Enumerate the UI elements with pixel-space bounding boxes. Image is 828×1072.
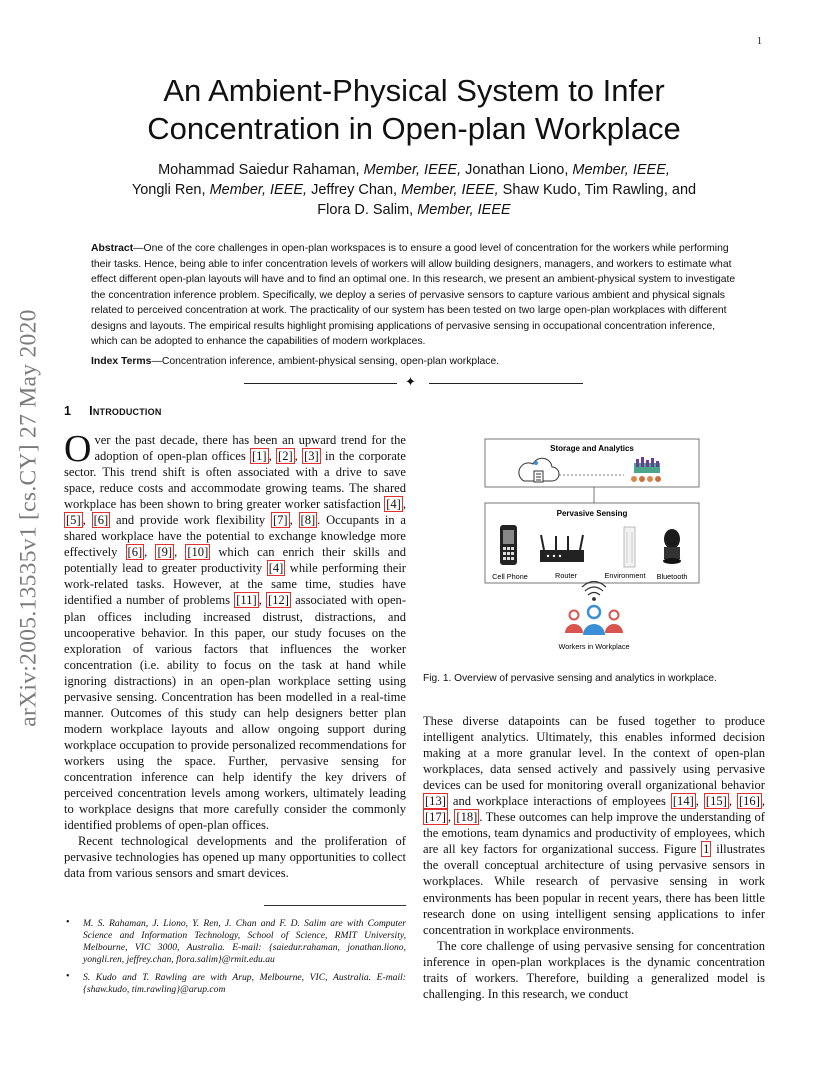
body-text: , [174, 545, 186, 560]
cell-phone-icon [500, 525, 517, 565]
footnote-item [64, 918, 406, 966]
author-name: Yongli Ren, [131, 182, 210, 198]
body-text: , [695, 794, 704, 809]
cloud-icon [519, 458, 559, 482]
affiliation-footnotes [64, 918, 406, 1003]
citation-link[interactable]: [16] [738, 794, 760, 809]
author-membership: Member, IEEE, [572, 162, 670, 178]
bullet-icon: • [66, 971, 70, 983]
signal-waves-icon [582, 582, 606, 601]
index-terms [91, 354, 737, 369]
device-label-router: Router [555, 571, 577, 580]
citation-link[interactable]: [9] [157, 545, 173, 560]
body-text: , [289, 513, 299, 528]
intro-paragraph-1 [64, 428, 406, 833]
device-label-cell-phone: Cell Phone [492, 572, 528, 581]
body-text: while performing their work-related tasks. However, at the same time, studies have identified a number of problems [64, 561, 406, 608]
body-text: and provide work flexibility [110, 513, 271, 528]
workers-icon [565, 606, 623, 635]
citation-link[interactable]: [12] [268, 593, 289, 608]
body-text: which can enrich their skills and potentially lead to greater productivity [64, 545, 406, 576]
author-membership: Member, IEEE, [401, 182, 499, 198]
body-text: and workplace interactions of employees [447, 794, 671, 809]
section-title: Introduction [89, 404, 162, 418]
citation-link[interactable]: [6] [127, 545, 143, 560]
abstract-text: —One of the core challenges in open-plan workspaces is to ensure a good level of concentration for the workers while performing their tasks. Hence, being able to infer concentration levels of workers will allow building designers, managers, and workers to estimate what effect different open-plan layouts will have and to find an optimal one. In this research, we present an ambient-physical system to investigate the concentration inference problem. Specifically, we deploy a series of pervasive sensors to capture various ambient and physical signals related to perceived concentration at work. The practicality of our system has been tested on two large open-plan workplaces with different designs and layouts. The empirical results highlight promising applications of pervasive sensing in occupational concentration inference, which can be adopted to enhance the capabilities of modern workplaces. [91, 243, 736, 347]
analytics-team-icon [631, 457, 661, 482]
body-text: , [761, 794, 766, 809]
body-text: , [82, 513, 92, 528]
figure-1-architecture-diagram [484, 437, 700, 659]
author-membership: Member, IEEE, [209, 182, 308, 198]
separator-line-right [429, 383, 583, 384]
citation-link[interactable]: [3] [304, 449, 319, 464]
arxiv-identifier [4, 278, 54, 758]
citation-link[interactable]: [5] [66, 513, 81, 528]
body-text: associated with open-plan offices including increased distrust, distractions, and uncooperative behavior. In this paper, our study focuses on the exploration of various factors that influences the worker concentration (i.e. ability to focus on the task at hand while ignoring distractions) in an open-plan workplace setting using pervasive sensing. Concentration has been modelled in a real-time manner. Outcomes of this study can help designers better plan modern workplace layouts and allow ongoing support during workplace occupation to provide personalized recommendations for workers using the space. Further, pervasive sensing for concentration inference can help identify the key drivers of perceived concentration levels among workers, ultimately leading to workplace designs that more carefully consider the commonly identified problems of open-plan offices. [64, 593, 406, 833]
body-text: , [447, 810, 455, 825]
body-text: , [258, 593, 267, 608]
citation-link[interactable]: [14] [672, 794, 694, 809]
sensing-label: Pervasive Sensing [556, 509, 628, 518]
author-membership: Member, IEEE [417, 202, 511, 218]
bullet-icon: • [66, 917, 70, 928]
page-number: 1 [757, 36, 762, 47]
body-text: . These outcomes can help improve the understanding of the emotions, team dynamics and productivity of employees, which are all key factors for organizational success. Figure [423, 810, 765, 857]
router-icon [540, 535, 584, 562]
device-label-environment: Environment [604, 571, 646, 580]
footnote-text: M. S. Rahaman, J. Liono, Y. Ren, J. Chan and F. D. Salim are with Computer Science and Information Technology, School of Science, RMIT University, Melbourne, VIC 3000, Australia. E-mail: {saiedur.rahaman, jonathan.liono, yongli.ren, jeffrey.chan, flora.salim}@rmit.edu.au [83, 918, 406, 966]
author-name: Flora D. Salim, [317, 202, 418, 218]
citation-link[interactable]: [1] [251, 449, 267, 464]
title-line-2: Concentration in Open-plan Workplace [147, 111, 681, 146]
footnote-text: S. Kudo and T. Rawling are with Arup, Melbourne, VIC, Australia. E-mail: {shaw.kudo, tim.rawling}@arup.com [83, 972, 406, 996]
left-column-text [64, 428, 406, 881]
index-terms-label: Index Terms [91, 356, 152, 367]
device-label-bluetooth: Bluetooth [656, 572, 688, 581]
intro-paragraph-3 [423, 713, 765, 938]
footnote-rule [264, 905, 406, 906]
intro-paragraph-1-body [64, 428, 406, 833]
citation-link[interactable]: [4] [268, 561, 284, 576]
body-text: illustrates the overall conceptual architecture of using pervasive sensors in workplaces. While research of pervasive sensing in work environments has been popular in recent years, there has been little research done on using intelligent sensing applications to infer concentration in workplace environments. [423, 842, 765, 937]
figure-caption: Fig. 1. Overview of pervasive sensing and analytics in workplace. [423, 673, 717, 684]
body-text: , [294, 449, 303, 464]
storage-label: Storage and Analytics [550, 444, 634, 453]
citation-link[interactable]: [10] [187, 545, 209, 560]
body-text: , [144, 545, 156, 560]
right-column-text [423, 713, 765, 1002]
separator-line-left [244, 383, 397, 384]
citation-link[interactable]: [17] [425, 810, 446, 825]
intro-paragraph-4: The core challenge of using pervasive sensing for concentration inference in open-plan workplaces is the dynamic concentration traits of workers. Therefore, building a generalized model is challenging. In this research, we conduct [423, 938, 765, 1001]
environment-sensor-icon [624, 527, 635, 567]
author-name: Shaw Kudo, Tim Rawling, and [498, 182, 697, 198]
abstract [91, 241, 737, 350]
author-membership: Member, IEEE, [363, 162, 462, 178]
intro-paragraph-2: Recent technological developments and the proliferation of pervasive technologies has opened up many opportunities to collect data from various sensors and smart devices. [64, 834, 406, 881]
body-text: in the corporate sector. This trend shift is often associated with a drive to save space, reduce costs and accommodate growing teams. The shared workplace has been shown to bring greater worker satisfaction [64, 449, 406, 512]
citation-link[interactable]: [13] [425, 794, 446, 809]
citation-link[interactable]: [4] [386, 497, 401, 512]
author-name: Jonathan Liono, [461, 162, 573, 178]
body-text: . Occupants in a shared workplace have the potential to exchange knowledge more effectively [64, 513, 406, 560]
paper-title [0, 72, 828, 148]
citation-link[interactable]: [8] [300, 513, 316, 528]
section-number: 1 [64, 404, 72, 418]
citation-link[interactable]: 1 [703, 842, 710, 857]
index-terms-text: —Concentration inference, ambient-physical sensing, open-plan workplace. [151, 356, 500, 367]
section-heading [64, 404, 162, 418]
body-text: , [268, 449, 277, 464]
title-line-1: An Ambient-Physical System to Infer [163, 73, 665, 108]
workers-label: Workers in Workplace [558, 642, 630, 651]
body-text: , [402, 497, 406, 512]
citation-link[interactable]: [18] [456, 810, 478, 825]
citation-link[interactable]: [6] [93, 513, 109, 528]
cloud-node-icon [534, 461, 538, 465]
footnote-item [64, 972, 406, 996]
citation-link[interactable]: [15] [705, 794, 727, 809]
body-text: ver the past decade, there has been an upward trend for the adoption of open-plan offices [94, 433, 406, 464]
body-text: , [728, 794, 737, 809]
abstract-label: Abstract [91, 243, 134, 254]
citation-link[interactable]: [7] [272, 513, 288, 528]
author-name: Mohammad Saiedur Rahaman, [158, 162, 364, 178]
citation-link[interactable]: [11] [236, 593, 257, 608]
bluetooth-beacon-icon [663, 529, 681, 564]
drop-cap: O [64, 428, 92, 470]
author-list [80, 160, 748, 220]
author-name: Jeffrey Chan, [307, 182, 402, 198]
arxiv-id-text: arXiv:2005.13535v1 [cs.CY] 27 May 2020 [15, 309, 42, 727]
body-text: These diverse datapoints can be fused together to produce intelligent analytics. Ultimately, this enables informed decision making at a more granular level. In the context of open-plan workplaces, data sensed actively and passively using pervasive devices can be used for monitoring overall organizational behavior [423, 714, 765, 793]
separator-diamond-icon: ✦ [405, 374, 416, 389]
citation-link[interactable]: [2] [278, 449, 293, 464]
